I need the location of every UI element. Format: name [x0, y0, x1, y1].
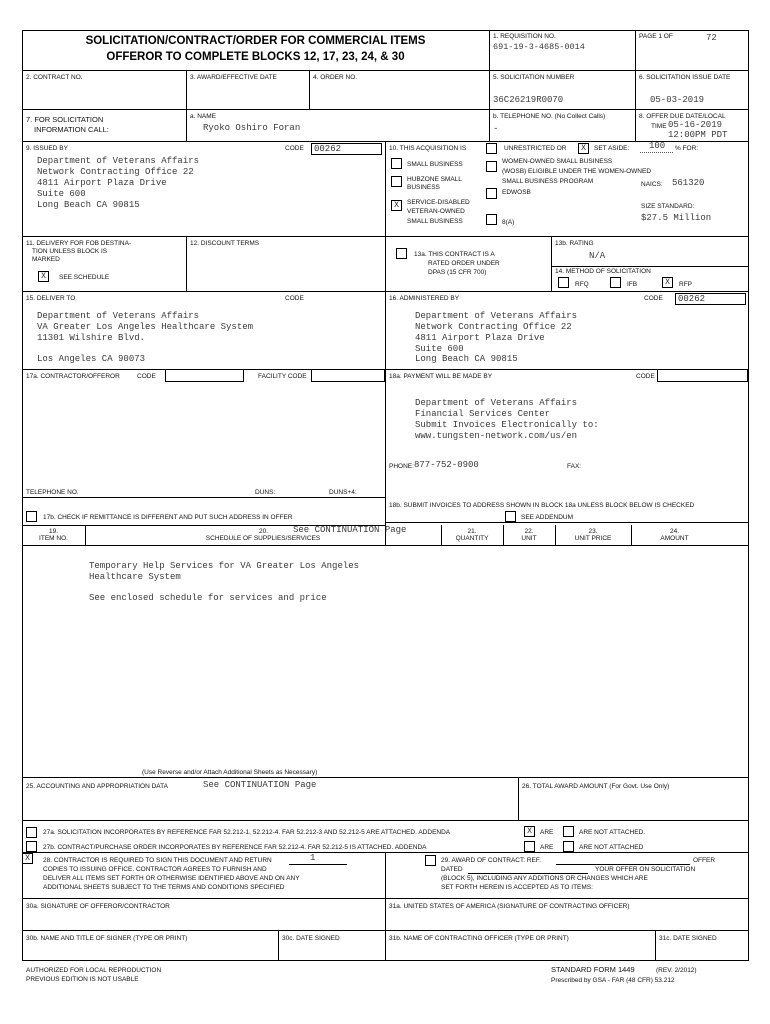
solicitation-ref-label: 27a. SOLICITATION INCORPORATES BY REFERENCE FAR 52.212-1, 52.212-4. FAR 52.212-3 AND 52.212-5 ARE ATTACHED. ADDENDA	[43, 829, 451, 836]
copies-value[interactable]: 1	[310, 853, 316, 863]
rule	[22, 30, 23, 960]
award-label: SET FORTH HEREIN IS ACCEPTED AS TO ITEMS:	[441, 884, 593, 891]
col-unit-price-num: 23.	[588, 528, 598, 535]
offer-due-date[interactable]: 05-16-2019	[668, 120, 723, 130]
issued-by-code-label: CODE	[285, 145, 304, 152]
contract-addenda-are-label: ARE	[540, 844, 554, 851]
offer-due-time[interactable]: 12:00PM PDT	[668, 130, 728, 140]
col-item-label: ITEM NO.	[39, 535, 68, 542]
rfq-checkbox[interactable]	[558, 277, 569, 288]
payment-line: www.tungsten-network.com/us/en	[415, 431, 578, 441]
col-unit-price-label: UNIT PRICE	[574, 535, 612, 542]
form-subtitle: OFFEROR TO COMPLETE BLOCKS 12, 17, 23, 24, & 30	[106, 51, 405, 63]
hubzone-label: BUSINESS	[407, 184, 440, 191]
award-dated-underline	[468, 873, 588, 874]
col-schedule-note: See CONTINUATION Page	[293, 525, 407, 535]
footer-form-name: STANDARD FORM 1449	[551, 965, 635, 974]
accounting-value[interactable]: See CONTINUATION Page	[203, 780, 317, 790]
rule	[551, 266, 748, 267]
co-name-label: 31b. NAME OF CONTRACTING OFFICER (TYPE OR PRINT)	[389, 935, 569, 942]
payment-label: 18a. PAYMENT WILL BE MADE BY	[389, 373, 493, 380]
deliver-to-label: 15. DELIVER TO	[26, 295, 76, 302]
see-schedule-checkbox[interactable]: X	[38, 271, 49, 282]
requisition-label: 1. REQUISITION NO.	[493, 33, 556, 40]
sdvosb-checkbox[interactable]: X	[391, 200, 402, 211]
order-no-label: 4. ORDER NO.	[313, 74, 358, 81]
col-amount-label: AMOUNT	[660, 535, 689, 542]
rule	[489, 30, 490, 141]
award-date-label: 3. AWARD/EFFECTIVE DATE	[190, 74, 277, 81]
see-addendum-checkbox[interactable]	[505, 511, 516, 522]
co-signature-label: 31a. UNITED STATES OF AMERICA (SIGNATURE OF CONTRACTING OFFICER)	[389, 903, 630, 910]
contract-addenda-are-checkbox[interactable]	[524, 841, 535, 852]
rule	[22, 497, 385, 498]
solicitation-no-value[interactable]: 36C26219R0070	[493, 95, 564, 105]
award-ref-underline	[556, 864, 690, 865]
fob-label: MARKED	[32, 256, 60, 263]
schedule-description: Healthcare System	[89, 572, 181, 582]
contractor-label: 17a. CONTRACTOR/OFFEROR	[26, 373, 120, 380]
facility-code[interactable]	[311, 369, 385, 382]
contact-phone-label: b. TELEPHONE NO. (No Collect Calls)	[493, 113, 606, 120]
footer-reproduction: AUTHORIZED FOR LOCAL REPRODUCTION	[26, 967, 162, 974]
contractor-sign-label: DELIVER ALL ITEMS SET FORTH OR OTHERWISE IDENTIFIED ABOVE AND ON ANY	[43, 875, 300, 882]
rule	[518, 777, 519, 820]
administered-by-code[interactable]: 00262	[675, 293, 746, 305]
sdvosb-label: SERVICE-DISABLED	[407, 199, 470, 206]
rule	[385, 852, 386, 960]
contractor-telephone-label: TELEPHONE NO.	[26, 489, 79, 496]
rule	[22, 960, 749, 961]
footer-edition: PREVIOUS EDITION IS NOT USABLE	[26, 976, 139, 983]
method-label: 14. METHOD OF SOLICITATION	[555, 268, 651, 275]
schedule-footnote: (Use Reverse and/or Attach Additional Sheets as Necessary)	[142, 769, 318, 776]
page-label: PAGE 1 OF	[639, 33, 673, 40]
rule	[186, 236, 187, 291]
rating-label: 13b. RATING	[555, 240, 594, 247]
col-schedule-num: 20.	[259, 528, 269, 535]
footer-prescribed: Prescribed by GSA - FAR (48 CFR) 53.212	[551, 977, 675, 984]
col-unit-num: 22.	[524, 528, 534, 535]
award-checkbox[interactable]	[425, 855, 436, 866]
naics-label: NAICS:	[641, 181, 663, 188]
rule	[278, 930, 279, 960]
deliver-to-line: Department of Veterans Affairs	[37, 311, 200, 321]
rule	[186, 70, 187, 141]
size-standard-label: SIZE STANDARD:	[641, 203, 695, 210]
issue-date-value[interactable]: 05-03-2019	[650, 95, 705, 105]
contact-name-value[interactable]: Ryoko Oshiro Foran	[203, 123, 301, 133]
contract-ref-checkbox[interactable]	[26, 841, 37, 852]
solicitation-info-label-2: INFORMATION CALL:	[34, 125, 109, 134]
payment-phone-value[interactable]: 877-752-0900	[414, 460, 479, 470]
sdvosb-label: SMALL BUSINESS	[407, 218, 463, 225]
rating-value[interactable]: N/A	[589, 251, 606, 261]
rated-order-label: RATED ORDER UNDER	[428, 260, 500, 267]
payment-line: Financial Services Center	[415, 409, 551, 419]
schedule-description: See enclosed schedule for services and price	[89, 593, 327, 603]
addenda-are-not-checkbox[interactable]	[563, 826, 574, 837]
copies-underline	[289, 864, 347, 865]
submit-invoices-label: 18b. SUBMIT INVOICES TO ADDRESS SHOWN IN BLOCK 18a UNLESS BLOCK BELOW IS CHECKED	[389, 502, 695, 509]
duns-label: DUNS:	[255, 489, 276, 496]
rated-order-checkbox[interactable]	[396, 248, 407, 259]
accounting-label: 25. ACCOUNTING AND APPROPRIATION DATA	[26, 783, 168, 790]
contractor-sign-label: 28. CONTRACTOR IS REQUIRED TO SIGN THIS DOCUMENT AND RETURN	[43, 857, 272, 864]
offeror-date-label: 30c. DATE SIGNED	[282, 935, 340, 942]
footer-revision: (REV. 2/2012)	[656, 967, 697, 974]
award-label: (BLOCK 5), INCLUDING ANY ADDITIONS OR CHANGES WHICH ARE	[441, 875, 648, 882]
payment-line: Department of Veterans Affairs	[415, 398, 578, 408]
addenda-are-not-label: ARE NOT ATTACHED.	[579, 829, 646, 836]
award-offer-label: OFFER	[693, 857, 716, 864]
solicitation-info-label: 7. FOR SOLICITATION	[26, 115, 104, 124]
total-award-label: 26. TOTAL AWARD AMOUNT (For Govt. Use Only)	[522, 783, 670, 790]
wosb-label: (WOSB) ELIGIBLE UNDER THE WOMEN-OWNED	[502, 168, 652, 175]
rfp-label: RFP	[679, 281, 692, 288]
duns4-label: DUNS+4:	[329, 489, 357, 496]
issued-by-code[interactable]: 00262	[311, 143, 382, 155]
contractor-code-label: CODE	[137, 373, 156, 380]
unrestricted-label: UNRESTRICTED OR	[504, 145, 567, 152]
contract-addenda-are-not-label: ARE NOT ATTACHED	[579, 844, 644, 851]
award-dated-label: DATED	[441, 866, 463, 873]
hubzone-label: HUBZONE SMALL	[407, 176, 462, 183]
see-schedule-label: SEE SCHEDULE	[59, 274, 110, 281]
small-business-checkbox[interactable]	[391, 158, 402, 169]
col-schedule-label: SCHEDULE OF SUPPLIES/SERVICES	[205, 535, 321, 542]
administered-by-line: Network Contracting Office 22	[415, 322, 572, 332]
addenda-are-checkbox[interactable]: X	[524, 826, 535, 837]
administered-by-line: Department of Veterans Affairs	[415, 311, 578, 321]
eight-a-checkbox[interactable]	[486, 214, 497, 225]
contractor-sign-label: ADDITIONAL SHEETS SUBJECT TO THE TERMS AND CONDITIONS SPECIFIED	[43, 884, 285, 891]
payment-code-label: CODE	[636, 373, 655, 380]
administered-by-line: 4811 Airport Plaza Drive	[415, 333, 545, 343]
payment-code[interactable]	[657, 369, 748, 382]
issued-by-line: Long Beach CA 90815	[37, 200, 140, 210]
contact-phone-value[interactable]: -	[493, 124, 499, 134]
rule	[22, 777, 749, 778]
small-business-label: SMALL BUSINESS	[407, 161, 463, 168]
size-standard-value[interactable]: $27.5 Million	[641, 213, 712, 223]
contract-no-label: 2. CONTRACT NO.	[26, 74, 83, 81]
rfp-checkbox[interactable]: X	[662, 277, 673, 288]
hubzone-checkbox[interactable]	[391, 176, 402, 187]
signer-name-label: 30b. NAME AND TITLE OF SIGNER (TYPE OR PRINT)	[26, 935, 188, 942]
unrestricted-checkbox[interactable]	[486, 143, 497, 154]
deliver-to-line: 11301 Wilshire Blvd.	[37, 333, 146, 343]
col-quantity-label: QUANTITY	[455, 535, 489, 542]
form-title: SOLICITATION/CONTRACT/ORDER FOR COMMERCIAL ITEMS	[85, 35, 426, 47]
solicitation-ref-checkbox[interactable]	[26, 827, 37, 838]
naics-value[interactable]: 561320	[672, 178, 705, 188]
offeror-signature-label: 30a. SIGNATURE OF OFFEROR/CONTRACTOR	[26, 903, 170, 910]
deliver-to-line: Los Angeles CA 90073	[37, 354, 146, 364]
solicitation-no-label: 5. SOLICITATION NUMBER	[493, 74, 575, 81]
administered-by-line: Long Beach CA 90815	[415, 354, 518, 364]
requisition-value[interactable]: 691-19-3-4685-0014	[493, 42, 585, 52]
rule	[22, 545, 749, 546]
offer-due-label: 8. OFFER DUE DATE/LOCAL	[639, 113, 726, 120]
rule	[635, 30, 636, 141]
rule	[22, 30, 749, 31]
contractor-sign-checkbox[interactable]: X	[22, 853, 33, 864]
contract-ref-label: 27b. CONTRACT/PURCHASE ORDER INCORPORATES BY REFERENCE FAR 52.212-4. FAR 52.212-5 IS ATTACHED. ADDENDA	[43, 844, 427, 851]
administered-by-code-label: CODE	[644, 295, 663, 302]
rule	[551, 236, 552, 291]
payment-fax-label: FAX:	[567, 463, 582, 470]
wosb-label: WOMEN-OWNED SMALL BUSINESS	[502, 158, 613, 165]
issued-by-line: 4811 Airport Plaza Drive	[37, 178, 167, 188]
facility-code-label: FACILITY CODE	[258, 373, 307, 380]
issue-date-label: 6. SOLICITATION ISSUE DATE	[639, 74, 731, 81]
remittance-label: 17b. CHECK IF REMITTANCE IS DIFFERENT AND PUT SUCH ADDRESS IN OFFER	[43, 514, 293, 521]
award-label: 29. AWARD OF CONTRACT: REF.	[441, 857, 541, 864]
acquisition-label: 10. THIS ACQUISITION IS	[389, 145, 467, 152]
offer-due-time-label: TIME	[651, 123, 667, 130]
set-aside-label: SET ASIDE:	[594, 145, 630, 152]
payment-phone-label: PHONE:	[389, 463, 414, 470]
percent-underline	[640, 152, 673, 153]
sdvosb-label: VETERAN-OWNED	[407, 208, 465, 215]
col-quantity-num: 21.	[467, 528, 477, 535]
fob-label: TION UNLESS BLOCK IS	[32, 248, 108, 255]
set-aside-checkbox[interactable]: X	[578, 143, 589, 154]
schedule-description: Temporary Help Services for VA Greater Los Angeles	[89, 561, 360, 571]
award-your-offer-label: YOUR OFFER ON SOLICITATION	[595, 866, 696, 873]
ifb-checkbox[interactable]	[610, 277, 621, 288]
rule	[22, 109, 749, 110]
payment-line: Submit Invoices Electronically to:	[415, 420, 599, 430]
contractor-sign-label: COPIES TO ISSUING OFFICE. CONTRACTOR AGREES TO FURNISH AND	[43, 866, 267, 873]
deliver-to-line: VA Greater Los Angeles Healthcare System	[37, 322, 254, 332]
rule	[748, 30, 749, 960]
issued-by-line: Department of Veterans Affairs	[37, 156, 200, 166]
addenda-are-label: ARE	[540, 829, 554, 836]
issued-by-line: Network Contracting Office 22	[37, 167, 194, 177]
wosb-checkbox[interactable]	[486, 161, 497, 172]
rule	[22, 70, 749, 71]
page-total: 72	[706, 33, 717, 43]
ifb-label: IFB	[627, 281, 638, 288]
issued-by-label: 9. ISSUED BY	[26, 145, 68, 152]
col-unit-label: UNIT	[521, 535, 537, 542]
eight-a-label: 8(A)	[502, 219, 515, 226]
rated-order-label: 13a. THIS CONTRACT IS A	[414, 251, 495, 258]
remittance-checkbox[interactable]	[26, 511, 37, 522]
rule	[655, 930, 656, 960]
rule	[22, 820, 749, 821]
col-amount-num: 24.	[669, 528, 680, 535]
rated-order-label: DPAS (15 CFR 700)	[428, 269, 487, 276]
rule	[309, 70, 310, 109]
see-addendum-label: SEE ADDENDUM	[521, 514, 574, 521]
discount-terms-label: 12. DISCOUNT TERMS	[190, 240, 260, 247]
edwosb-checkbox[interactable]	[486, 188, 497, 199]
contact-name-label: a. NAME	[190, 113, 217, 120]
issued-by-line: Suite 600	[37, 189, 86, 199]
fob-label: 11. DELIVERY FOR FOB DESTINA-	[26, 240, 132, 247]
deliver-to-code-label: CODE	[285, 295, 304, 302]
percent-for-label: % FOR:	[675, 145, 699, 152]
contractor-code[interactable]	[165, 369, 244, 382]
set-aside-percent[interactable]: 100	[649, 141, 666, 151]
contract-addenda-are-not-checkbox[interactable]	[563, 841, 574, 852]
administered-by-line: Suite 600	[415, 344, 464, 354]
rfq-label: RFQ	[575, 281, 589, 288]
rule	[385, 141, 386, 545]
rule	[385, 522, 749, 523]
wosb-label: SMALL BUSINESS PROGRAM	[502, 178, 594, 185]
administered-by-label: 16. ADMINISTERED BY	[389, 295, 460, 302]
col-item-num: 19.	[48, 528, 59, 535]
edwosb-label: EDWOSB	[502, 189, 531, 196]
co-date-label: 31c. DATE SIGNED	[659, 935, 717, 942]
